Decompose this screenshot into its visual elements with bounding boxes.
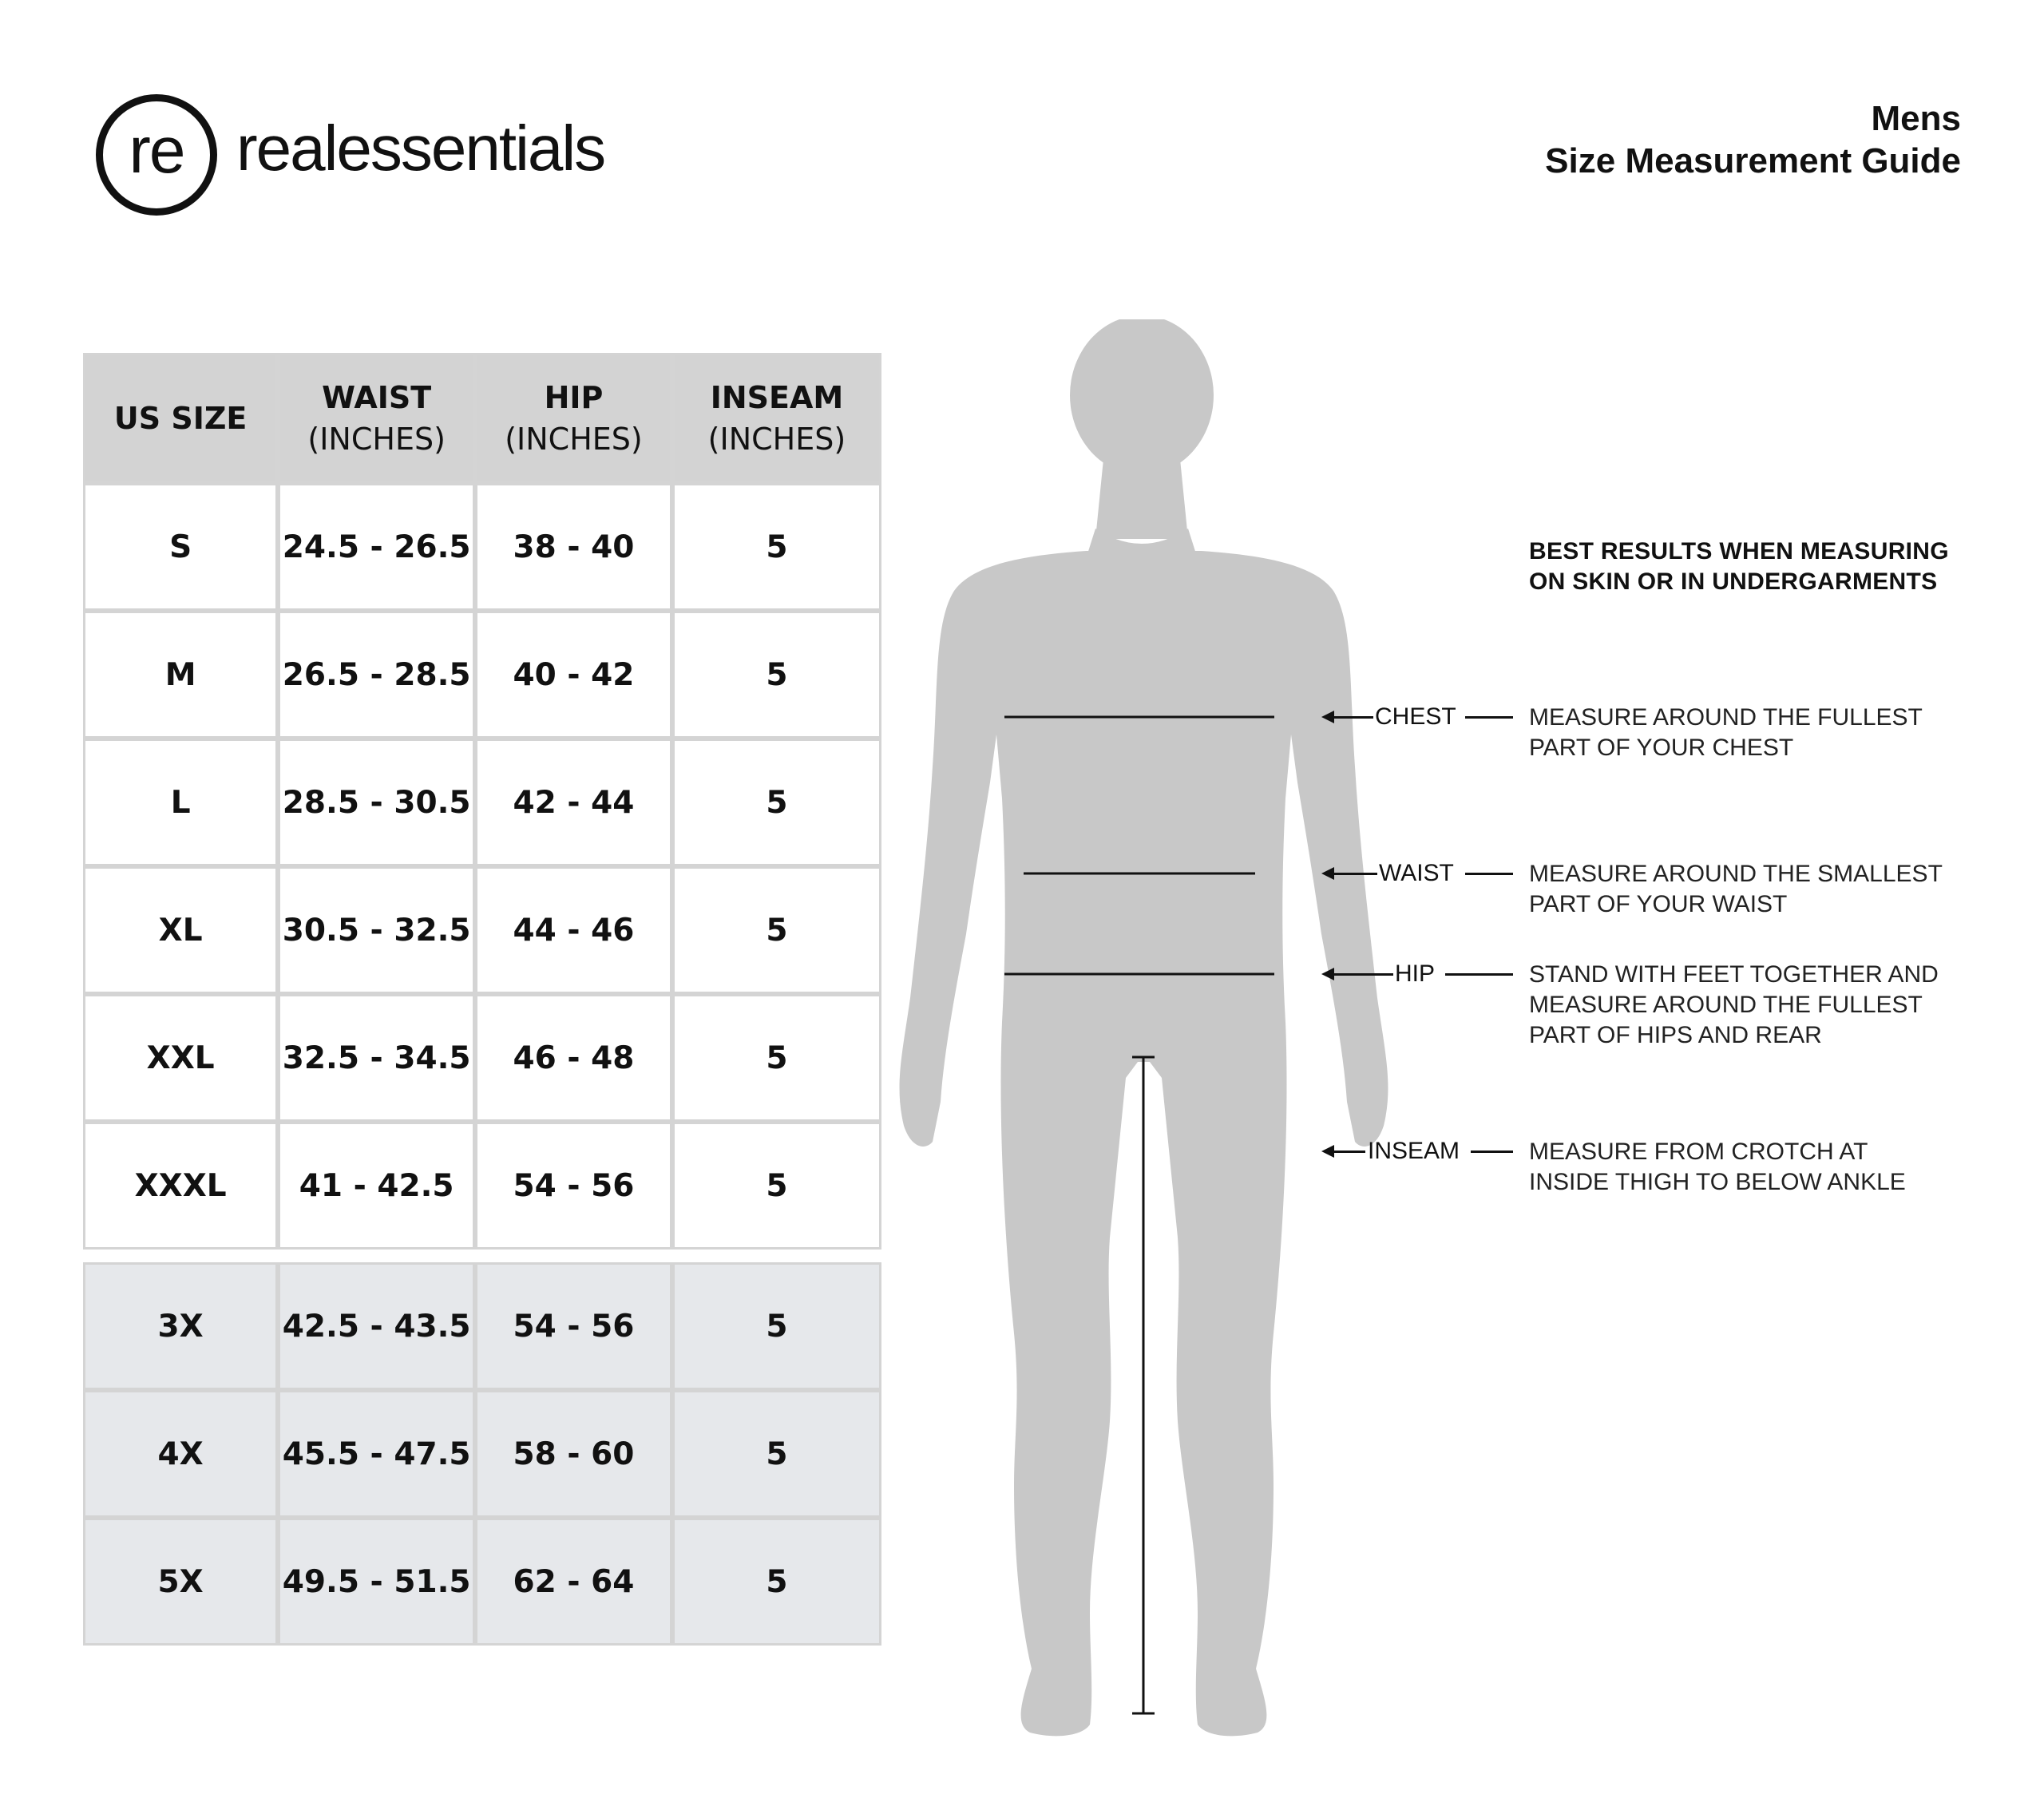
logo-mark: re xyxy=(129,114,184,187)
cell-waist: 30.5 - 32.5 xyxy=(278,866,475,994)
hip-desc-line-2: MEASURE AROUND THE FULLEST xyxy=(1529,992,1923,1018)
cell-waist: 26.5 - 28.5 xyxy=(278,611,475,739)
header-waist xyxy=(278,353,475,483)
cell-inseam: 5 xyxy=(672,611,881,739)
cell-inseam: 5 xyxy=(672,866,881,994)
waist-leader-line xyxy=(1465,873,1513,875)
hip-description xyxy=(1529,960,1939,1051)
title-line-1: Mens xyxy=(1871,99,1961,138)
measuring-note xyxy=(1529,537,1949,597)
waist-desc-line-2: PART OF YOUR WAIST xyxy=(1529,891,1788,917)
cell-size: 3X xyxy=(83,1262,278,1390)
header-us-size xyxy=(83,353,278,483)
chest-label: CHEST xyxy=(1375,703,1456,730)
table-row xyxy=(83,739,881,866)
inseam-desc-line-1: MEASURE FROM CROTCH AT xyxy=(1529,1139,1868,1165)
cell-size: XL xyxy=(83,866,278,994)
header-title: HIP xyxy=(544,379,604,415)
table-row xyxy=(83,1518,881,1646)
cell-inseam: 5 xyxy=(672,1518,881,1646)
table-gap xyxy=(83,1250,881,1262)
cell-inseam: 5 xyxy=(672,739,881,866)
header-inseam xyxy=(672,353,881,483)
inseam-desc-line-2: INSIDE THIGH TO BELOW ANKLE xyxy=(1529,1169,1906,1195)
cell-hip: 42 - 44 xyxy=(475,739,672,866)
header-unit: (INCHES) xyxy=(505,421,643,457)
cell-size: XXL xyxy=(83,994,278,1122)
size-table xyxy=(83,353,881,1646)
inseam-description xyxy=(1529,1137,1906,1198)
hip-desc-line-1: STAND WITH FEET TOGETHER AND xyxy=(1529,961,1939,988)
cell-inseam: 5 xyxy=(672,1122,881,1250)
cell-hip: 58 - 60 xyxy=(475,1390,672,1518)
body-silhouette xyxy=(894,319,1389,1741)
cell-waist: 45.5 - 47.5 xyxy=(278,1390,475,1518)
note-line-2: ON SKIN OR IN UNDERGARMENTS xyxy=(1529,568,1938,595)
header-title: US SIZE xyxy=(113,400,248,436)
cell-hip: 44 - 46 xyxy=(475,866,672,994)
table-row xyxy=(83,1262,881,1390)
cell-inseam: 5 xyxy=(672,1262,881,1390)
cell-waist: 28.5 - 30.5 xyxy=(278,739,475,866)
waist-label: WAIST xyxy=(1379,860,1454,886)
cell-hip: 38 - 40 xyxy=(475,483,672,611)
table-row xyxy=(83,1390,881,1518)
cell-size: 4X xyxy=(83,1390,278,1518)
inseam-arrow-line xyxy=(1329,1151,1365,1153)
waist-description xyxy=(1529,859,1943,920)
logo-circle xyxy=(96,94,217,216)
table-header-row xyxy=(83,353,881,483)
cell-hip: 46 - 48 xyxy=(475,994,672,1122)
table-row xyxy=(83,866,881,994)
chest-leader-line xyxy=(1465,716,1513,719)
hip-desc-line-3: PART OF HIPS AND REAR xyxy=(1529,1022,1822,1048)
table-row xyxy=(83,483,881,611)
cell-waist: 49.5 - 51.5 xyxy=(278,1518,475,1646)
inseam-label: INSEAM xyxy=(1368,1138,1460,1164)
cell-waist: 24.5 - 26.5 xyxy=(278,483,475,611)
table-row xyxy=(83,994,881,1122)
cell-hip: 62 - 64 xyxy=(475,1518,672,1646)
hip-label: HIP xyxy=(1395,960,1436,987)
page-title xyxy=(1545,97,1961,182)
header-title: INSEAM xyxy=(710,379,844,415)
cell-waist: 42.5 - 43.5 xyxy=(278,1262,475,1390)
cell-inseam: 5 xyxy=(672,994,881,1122)
hip-arrow-line xyxy=(1329,973,1393,976)
header-title: WAIST xyxy=(322,379,432,415)
cell-hip: 54 - 56 xyxy=(475,1262,672,1390)
header-hip xyxy=(475,353,672,483)
note-line-1: BEST RESULTS WHEN MEASURING xyxy=(1529,538,1949,564)
table-row xyxy=(83,1122,881,1250)
chest-desc-line-1: MEASURE AROUND THE FULLEST xyxy=(1529,704,1923,731)
cell-size: XXXL xyxy=(83,1122,278,1250)
cell-hip: 54 - 56 xyxy=(475,1122,672,1250)
logo-wordmark: realessentials xyxy=(236,113,605,184)
cell-waist: 41 - 42.5 xyxy=(278,1122,475,1250)
inseam-leader-line xyxy=(1471,1151,1513,1153)
cell-size: 5X xyxy=(83,1518,278,1646)
hip-leader-line xyxy=(1445,973,1513,976)
chest-description xyxy=(1529,703,1923,763)
header-unit: (INCHES) xyxy=(307,421,446,457)
cell-size: M xyxy=(83,611,278,739)
brand-logo xyxy=(96,94,671,218)
header-unit: (INCHES) xyxy=(707,421,846,457)
waist-arrow-line xyxy=(1329,873,1377,875)
cell-waist: 32.5 - 34.5 xyxy=(278,994,475,1122)
chest-desc-line-2: PART OF YOUR CHEST xyxy=(1529,735,1794,761)
cell-hip: 40 - 42 xyxy=(475,611,672,739)
table-gap-cell xyxy=(83,1250,881,1262)
cell-inseam: 5 xyxy=(672,1390,881,1518)
chest-arrow-line xyxy=(1329,716,1373,719)
cell-size: S xyxy=(83,483,278,611)
cell-size: L xyxy=(83,739,278,866)
table-row xyxy=(83,611,881,739)
title-line-2: Size Measurement Guide xyxy=(1545,141,1961,180)
cell-inseam: 5 xyxy=(672,483,881,611)
waist-desc-line-1: MEASURE AROUND THE SMALLEST xyxy=(1529,861,1943,887)
